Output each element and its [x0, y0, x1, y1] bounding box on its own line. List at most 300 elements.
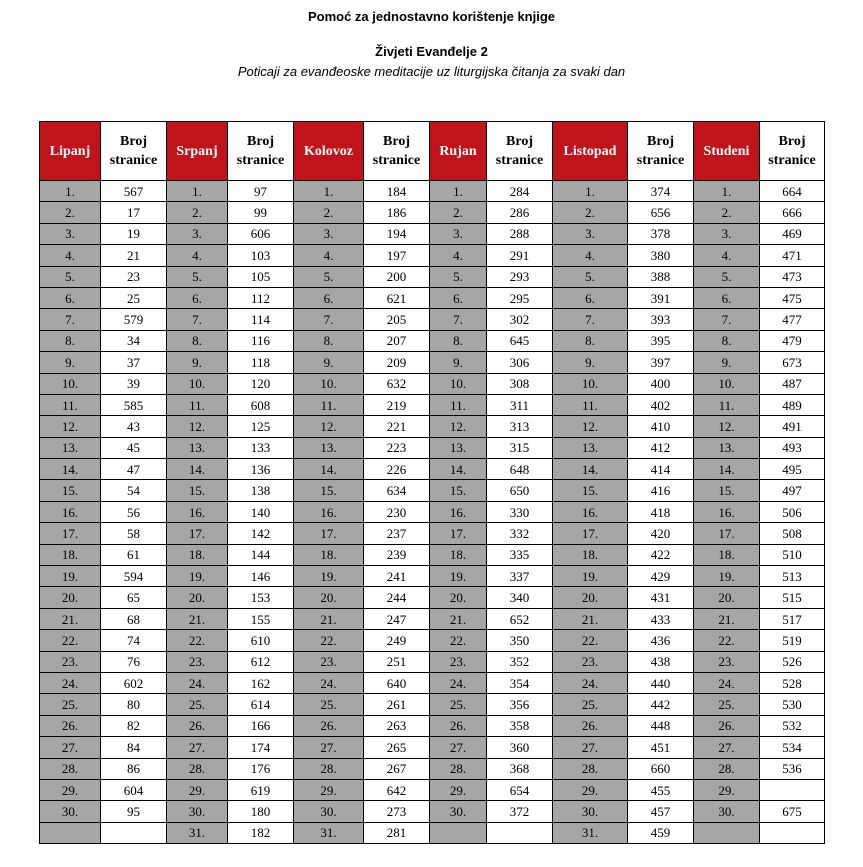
page-number-cell: 68	[101, 608, 167, 629]
page-number-cell: 138	[228, 480, 294, 501]
page-number-cell: 440	[628, 672, 694, 693]
day-cell: 30.	[167, 801, 228, 822]
table-row	[40, 309, 825, 330]
day-cell: 17.	[430, 523, 487, 544]
day-cell: 29.	[167, 779, 228, 800]
page-number-cell: 350	[487, 630, 553, 651]
page-number-cell: 118	[228, 352, 294, 373]
page-number-cell: 438	[628, 651, 694, 672]
day-cell: 30.	[430, 801, 487, 822]
day-cell: 25.	[430, 694, 487, 715]
day-cell: 5.	[430, 266, 487, 287]
page-number-cell: 239	[364, 544, 430, 565]
page-number-cell: 330	[487, 501, 553, 522]
page-number-cell: 608	[228, 394, 294, 415]
page-number-cell	[760, 779, 825, 800]
day-cell: 13.	[553, 437, 628, 458]
table-row	[40, 758, 825, 779]
page-number-cell: 442	[628, 694, 694, 715]
day-cell: 21.	[40, 608, 101, 629]
table-row	[40, 416, 825, 437]
day-cell: 7.	[167, 309, 228, 330]
day-cell: 23.	[167, 651, 228, 672]
page-number-cell: 226	[364, 459, 430, 480]
page-number-header: Broj stranice	[228, 122, 294, 181]
page-number-cell: 422	[628, 544, 694, 565]
page-number-cell: 99	[228, 202, 294, 223]
page-number-cell: 56	[101, 501, 167, 522]
page-number-cell: 477	[760, 309, 825, 330]
page-number-cell: 487	[760, 373, 825, 394]
day-cell: 11.	[430, 394, 487, 415]
day-cell: 21.	[694, 608, 760, 629]
page-number-cell: 621	[364, 287, 430, 308]
day-cell: 19.	[694, 566, 760, 587]
day-cell: 20.	[430, 587, 487, 608]
day-cell: 18.	[167, 544, 228, 565]
day-cell: 25.	[294, 694, 364, 715]
day-cell: 23.	[294, 651, 364, 672]
page-number-cell: 602	[101, 672, 167, 693]
day-cell: 6.	[694, 287, 760, 308]
page-number-cell: 517	[760, 608, 825, 629]
page-number-cell: 43	[101, 416, 167, 437]
day-cell: 1.	[694, 181, 760, 202]
page-number-cell: 532	[760, 715, 825, 736]
month-header-kolovoz: Kolovoz	[294, 122, 364, 181]
page-number-cell: 162	[228, 672, 294, 693]
table-row	[40, 779, 825, 800]
month-header-srpanj: Srpanj	[167, 122, 228, 181]
day-cell: 1.	[40, 181, 101, 202]
table-row	[40, 501, 825, 522]
day-cell: 24.	[40, 672, 101, 693]
table-row	[40, 715, 825, 736]
page-number-cell: 567	[101, 181, 167, 202]
day-cell: 8.	[40, 330, 101, 351]
page-number-cell: 451	[628, 737, 694, 758]
page-number-cell: 184	[364, 181, 430, 202]
day-cell: 5.	[694, 266, 760, 287]
page-number-cell: 146	[228, 566, 294, 587]
day-cell: 12.	[40, 416, 101, 437]
day-cell: 14.	[430, 459, 487, 480]
day-cell: 23.	[694, 651, 760, 672]
day-cell: 25.	[167, 694, 228, 715]
page-number-cell: 47	[101, 459, 167, 480]
page-number-cell: 354	[487, 672, 553, 693]
day-cell: 12.	[553, 416, 628, 437]
day-cell: 4.	[294, 245, 364, 266]
day-cell: 24.	[553, 672, 628, 693]
day-cell: 28.	[40, 758, 101, 779]
page-number-cell: 197	[364, 245, 430, 266]
day-cell: 3.	[694, 223, 760, 244]
day-cell: 14.	[40, 459, 101, 480]
day-cell: 13.	[294, 437, 364, 458]
page-number-cell: 61	[101, 544, 167, 565]
page-number-cell: 393	[628, 309, 694, 330]
day-cell: 30.	[40, 801, 101, 822]
table-row	[40, 437, 825, 458]
day-cell: 9.	[430, 352, 487, 373]
page-number-cell: 614	[228, 694, 294, 715]
day-cell: 22.	[430, 630, 487, 651]
page-number-cell: 652	[487, 608, 553, 629]
page-number-cell: 491	[760, 416, 825, 437]
page-number-cell: 664	[760, 181, 825, 202]
day-cell: 9.	[167, 352, 228, 373]
day-cell: 8.	[553, 330, 628, 351]
page-number-cell: 281	[364, 822, 430, 843]
month-header-listopad: Listopad	[553, 122, 628, 181]
day-cell: 18.	[694, 544, 760, 565]
day-cell: 30.	[553, 801, 628, 822]
day-cell: 31.	[553, 822, 628, 843]
page-number-cell: 265	[364, 737, 430, 758]
page-number-cell: 632	[364, 373, 430, 394]
page-number-cell: 21	[101, 245, 167, 266]
page-number-cell: 604	[101, 779, 167, 800]
day-cell: 29.	[553, 779, 628, 800]
page-number-cell	[101, 822, 167, 843]
page-number-cell: 76	[101, 651, 167, 672]
page-number-cell: 519	[760, 630, 825, 651]
page-number-cell: 475	[760, 287, 825, 308]
day-cell: 9.	[553, 352, 628, 373]
page-number-cell: 200	[364, 266, 430, 287]
day-cell: 2.	[167, 202, 228, 223]
page-number-cell: 84	[101, 737, 167, 758]
page-number-cell: 223	[364, 437, 430, 458]
page-number-cell: 221	[364, 416, 430, 437]
page-number-cell: 209	[364, 352, 430, 373]
page-number-cell: 251	[364, 651, 430, 672]
book-title: Živjeti Evanđelje 2	[375, 44, 488, 59]
day-cell: 11.	[294, 394, 364, 415]
day-cell: 14.	[167, 459, 228, 480]
page-number-cell: 395	[628, 330, 694, 351]
month-header-lipanj: Lipanj	[40, 122, 101, 181]
day-cell: 9.	[694, 352, 760, 373]
day-cell: 22.	[694, 630, 760, 651]
day-cell: 15.	[430, 480, 487, 501]
book-tagline: Poticaji za evanđeoske meditacije uz liturgijska čitanja za svaki dan	[237, 64, 626, 79]
page-number-cell: 418	[628, 501, 694, 522]
day-cell: 19.	[40, 566, 101, 587]
page-number-cell: 155	[228, 608, 294, 629]
day-cell	[40, 822, 101, 843]
day-cell: 18.	[294, 544, 364, 565]
day-cell: 26.	[430, 715, 487, 736]
day-cell: 27.	[553, 737, 628, 758]
page-number-cell: 673	[760, 352, 825, 373]
day-cell: 1.	[294, 181, 364, 202]
day-cell: 26.	[294, 715, 364, 736]
page-number-cell: 479	[760, 330, 825, 351]
page-number-cell	[760, 822, 825, 843]
page-number-cell: 612	[228, 651, 294, 672]
page-number-cell: 302	[487, 309, 553, 330]
page-number-cell: 380	[628, 245, 694, 266]
page-number-cell: 410	[628, 416, 694, 437]
day-cell: 3.	[294, 223, 364, 244]
day-cell: 20.	[40, 587, 101, 608]
day-cell: 10.	[40, 373, 101, 394]
page-number-cell: 530	[760, 694, 825, 715]
day-cell: 21.	[294, 608, 364, 629]
page-number-cell: 261	[364, 694, 430, 715]
page-number-cell: 82	[101, 715, 167, 736]
page-number-header: Broj stranice	[487, 122, 553, 181]
day-cell: 3.	[40, 223, 101, 244]
page-number-cell: 493	[760, 437, 825, 458]
page-number-cell: 311	[487, 394, 553, 415]
day-cell: 28.	[694, 758, 760, 779]
day-cell: 10.	[294, 373, 364, 394]
page-number-cell: 402	[628, 394, 694, 415]
day-cell: 30.	[294, 801, 364, 822]
page-number-cell: 356	[487, 694, 553, 715]
page-number-cell: 112	[228, 287, 294, 308]
page-number-cell: 666	[760, 202, 825, 223]
page-number-cell: 244	[364, 587, 430, 608]
day-cell: 10.	[167, 373, 228, 394]
day-cell: 13.	[430, 437, 487, 458]
day-cell: 1.	[553, 181, 628, 202]
table-row	[40, 801, 825, 822]
day-cell: 17.	[40, 523, 101, 544]
page-number-cell: 420	[628, 523, 694, 544]
page-number-cell: 469	[760, 223, 825, 244]
day-cell: 22.	[294, 630, 364, 651]
page-number-cell: 400	[628, 373, 694, 394]
day-cell: 17.	[553, 523, 628, 544]
page-number-cell: 650	[487, 480, 553, 501]
day-cell: 19.	[430, 566, 487, 587]
table-row	[40, 544, 825, 565]
day-cell: 5.	[40, 266, 101, 287]
table-row	[40, 223, 825, 244]
table-row	[40, 737, 825, 758]
page-number-cell: 528	[760, 672, 825, 693]
day-cell: 6.	[430, 287, 487, 308]
page-number-cell: 433	[628, 608, 694, 629]
day-cell: 1.	[167, 181, 228, 202]
day-cell: 16.	[294, 501, 364, 522]
table-row	[40, 566, 825, 587]
page-number-cell: 536	[760, 758, 825, 779]
page-number-cell: 247	[364, 608, 430, 629]
page-number-cell: 457	[628, 801, 694, 822]
day-cell: 6.	[553, 287, 628, 308]
day-cell: 21.	[430, 608, 487, 629]
page-number-cell: 660	[628, 758, 694, 779]
day-cell: 6.	[167, 287, 228, 308]
day-cell: 29.	[40, 779, 101, 800]
day-cell: 15.	[167, 480, 228, 501]
page-number-cell: 34	[101, 330, 167, 351]
day-cell: 20.	[167, 587, 228, 608]
page-number-cell: 473	[760, 266, 825, 287]
page-number-cell: 378	[628, 223, 694, 244]
page-number-cell: 207	[364, 330, 430, 351]
day-cell: 24.	[430, 672, 487, 693]
day-cell: 7.	[694, 309, 760, 330]
day-cell: 28.	[167, 758, 228, 779]
table-row	[40, 181, 825, 202]
day-cell: 16.	[40, 501, 101, 522]
day-cell: 29.	[294, 779, 364, 800]
page-number-cell: 459	[628, 822, 694, 843]
page-number-cell: 136	[228, 459, 294, 480]
page-number-cell: 436	[628, 630, 694, 651]
page-number-cell: 120	[228, 373, 294, 394]
page-number-cell: 125	[228, 416, 294, 437]
day-cell: 2.	[694, 202, 760, 223]
page-number-cell: 642	[364, 779, 430, 800]
table-body	[40, 181, 825, 844]
page-number-cell: 397	[628, 352, 694, 373]
day-cell: 26.	[40, 715, 101, 736]
day-cell: 20.	[294, 587, 364, 608]
page-number-cell: 19	[101, 223, 167, 244]
day-cell: 8.	[167, 330, 228, 351]
page-number-cell: 25	[101, 287, 167, 308]
day-cell: 18.	[430, 544, 487, 565]
day-cell: 10.	[553, 373, 628, 394]
table-row	[40, 459, 825, 480]
page-number-cell: 368	[487, 758, 553, 779]
page-number-cell: 534	[760, 737, 825, 758]
page-number-cell: 391	[628, 287, 694, 308]
page-number-header: Broj stranice	[364, 122, 430, 181]
day-cell: 15.	[694, 480, 760, 501]
day-cell: 23.	[430, 651, 487, 672]
day-cell: 19.	[553, 566, 628, 587]
day-cell: 6.	[294, 287, 364, 308]
table-row	[40, 330, 825, 351]
day-cell: 28.	[430, 758, 487, 779]
page-index-table	[39, 121, 825, 844]
page-number-cell: 585	[101, 394, 167, 415]
page-number-cell: 372	[487, 801, 553, 822]
page-number-cell: 388	[628, 266, 694, 287]
page-number-cell: 74	[101, 630, 167, 651]
page-number-cell: 114	[228, 309, 294, 330]
day-cell: 28.	[553, 758, 628, 779]
page-number-cell: 414	[628, 459, 694, 480]
page-number-cell: 39	[101, 373, 167, 394]
day-cell: 3.	[553, 223, 628, 244]
day-cell: 31.	[167, 822, 228, 843]
day-cell: 5.	[167, 266, 228, 287]
table-row	[40, 373, 825, 394]
day-cell: 8.	[430, 330, 487, 351]
day-cell: 16.	[167, 501, 228, 522]
day-cell: 19.	[167, 566, 228, 587]
table-row	[40, 672, 825, 693]
page-number-header: Broj stranice	[101, 122, 167, 181]
day-cell: 2.	[430, 202, 487, 223]
page-number-cell: 293	[487, 266, 553, 287]
day-cell: 27.	[694, 737, 760, 758]
page-number-cell: 144	[228, 544, 294, 565]
page-number-cell: 337	[487, 566, 553, 587]
day-cell: 11.	[40, 394, 101, 415]
page-number-cell: 241	[364, 566, 430, 587]
page-number-cell: 506	[760, 501, 825, 522]
day-cell: 16.	[694, 501, 760, 522]
day-cell: 2.	[553, 202, 628, 223]
page-number-cell: 58	[101, 523, 167, 544]
page-number-cell: 97	[228, 181, 294, 202]
day-cell: 22.	[167, 630, 228, 651]
day-cell: 8.	[694, 330, 760, 351]
day-cell: 18.	[40, 544, 101, 565]
day-cell: 20.	[694, 587, 760, 608]
page-number-cell: 416	[628, 480, 694, 501]
page-number-cell: 594	[101, 566, 167, 587]
day-cell: 1.	[430, 181, 487, 202]
day-cell: 8.	[294, 330, 364, 351]
page-number-cell: 37	[101, 352, 167, 373]
page-number-cell: 174	[228, 737, 294, 758]
page-number-cell: 340	[487, 587, 553, 608]
day-cell: 12.	[167, 416, 228, 437]
day-cell: 10.	[430, 373, 487, 394]
page-number-cell: 286	[487, 202, 553, 223]
table-row	[40, 266, 825, 287]
day-cell: 11.	[167, 394, 228, 415]
page-number-cell: 86	[101, 758, 167, 779]
day-cell: 29.	[430, 779, 487, 800]
month-header-studeni: Studeni	[694, 122, 760, 181]
page-number-cell: 105	[228, 266, 294, 287]
page-number-cell: 306	[487, 352, 553, 373]
day-cell: 30.	[694, 801, 760, 822]
page-number-cell: 230	[364, 501, 430, 522]
day-cell: 3.	[167, 223, 228, 244]
day-cell: 9.	[40, 352, 101, 373]
page-number-cell: 619	[228, 779, 294, 800]
day-cell: 19.	[294, 566, 364, 587]
table-row	[40, 287, 825, 308]
day-cell: 15.	[553, 480, 628, 501]
page-number-cell: 295	[487, 287, 553, 308]
day-cell: 17.	[694, 523, 760, 544]
day-cell: 14.	[553, 459, 628, 480]
table-row	[40, 608, 825, 629]
page-number-cell: 656	[628, 202, 694, 223]
page-number-cell: 308	[487, 373, 553, 394]
page-number-cell: 180	[228, 801, 294, 822]
day-cell: 29.	[694, 779, 760, 800]
day-cell: 24.	[694, 672, 760, 693]
page-number-cell: 273	[364, 801, 430, 822]
day-cell: 2.	[294, 202, 364, 223]
day-cell: 16.	[430, 501, 487, 522]
table-row	[40, 822, 825, 843]
page-number-cell: 508	[760, 523, 825, 544]
day-cell: 5.	[553, 266, 628, 287]
page-number-cell: 495	[760, 459, 825, 480]
page-number-cell: 634	[364, 480, 430, 501]
day-cell: 24.	[167, 672, 228, 693]
day-cell: 12.	[430, 416, 487, 437]
page-number-cell: 352	[487, 651, 553, 672]
page-number-cell: 313	[487, 416, 553, 437]
